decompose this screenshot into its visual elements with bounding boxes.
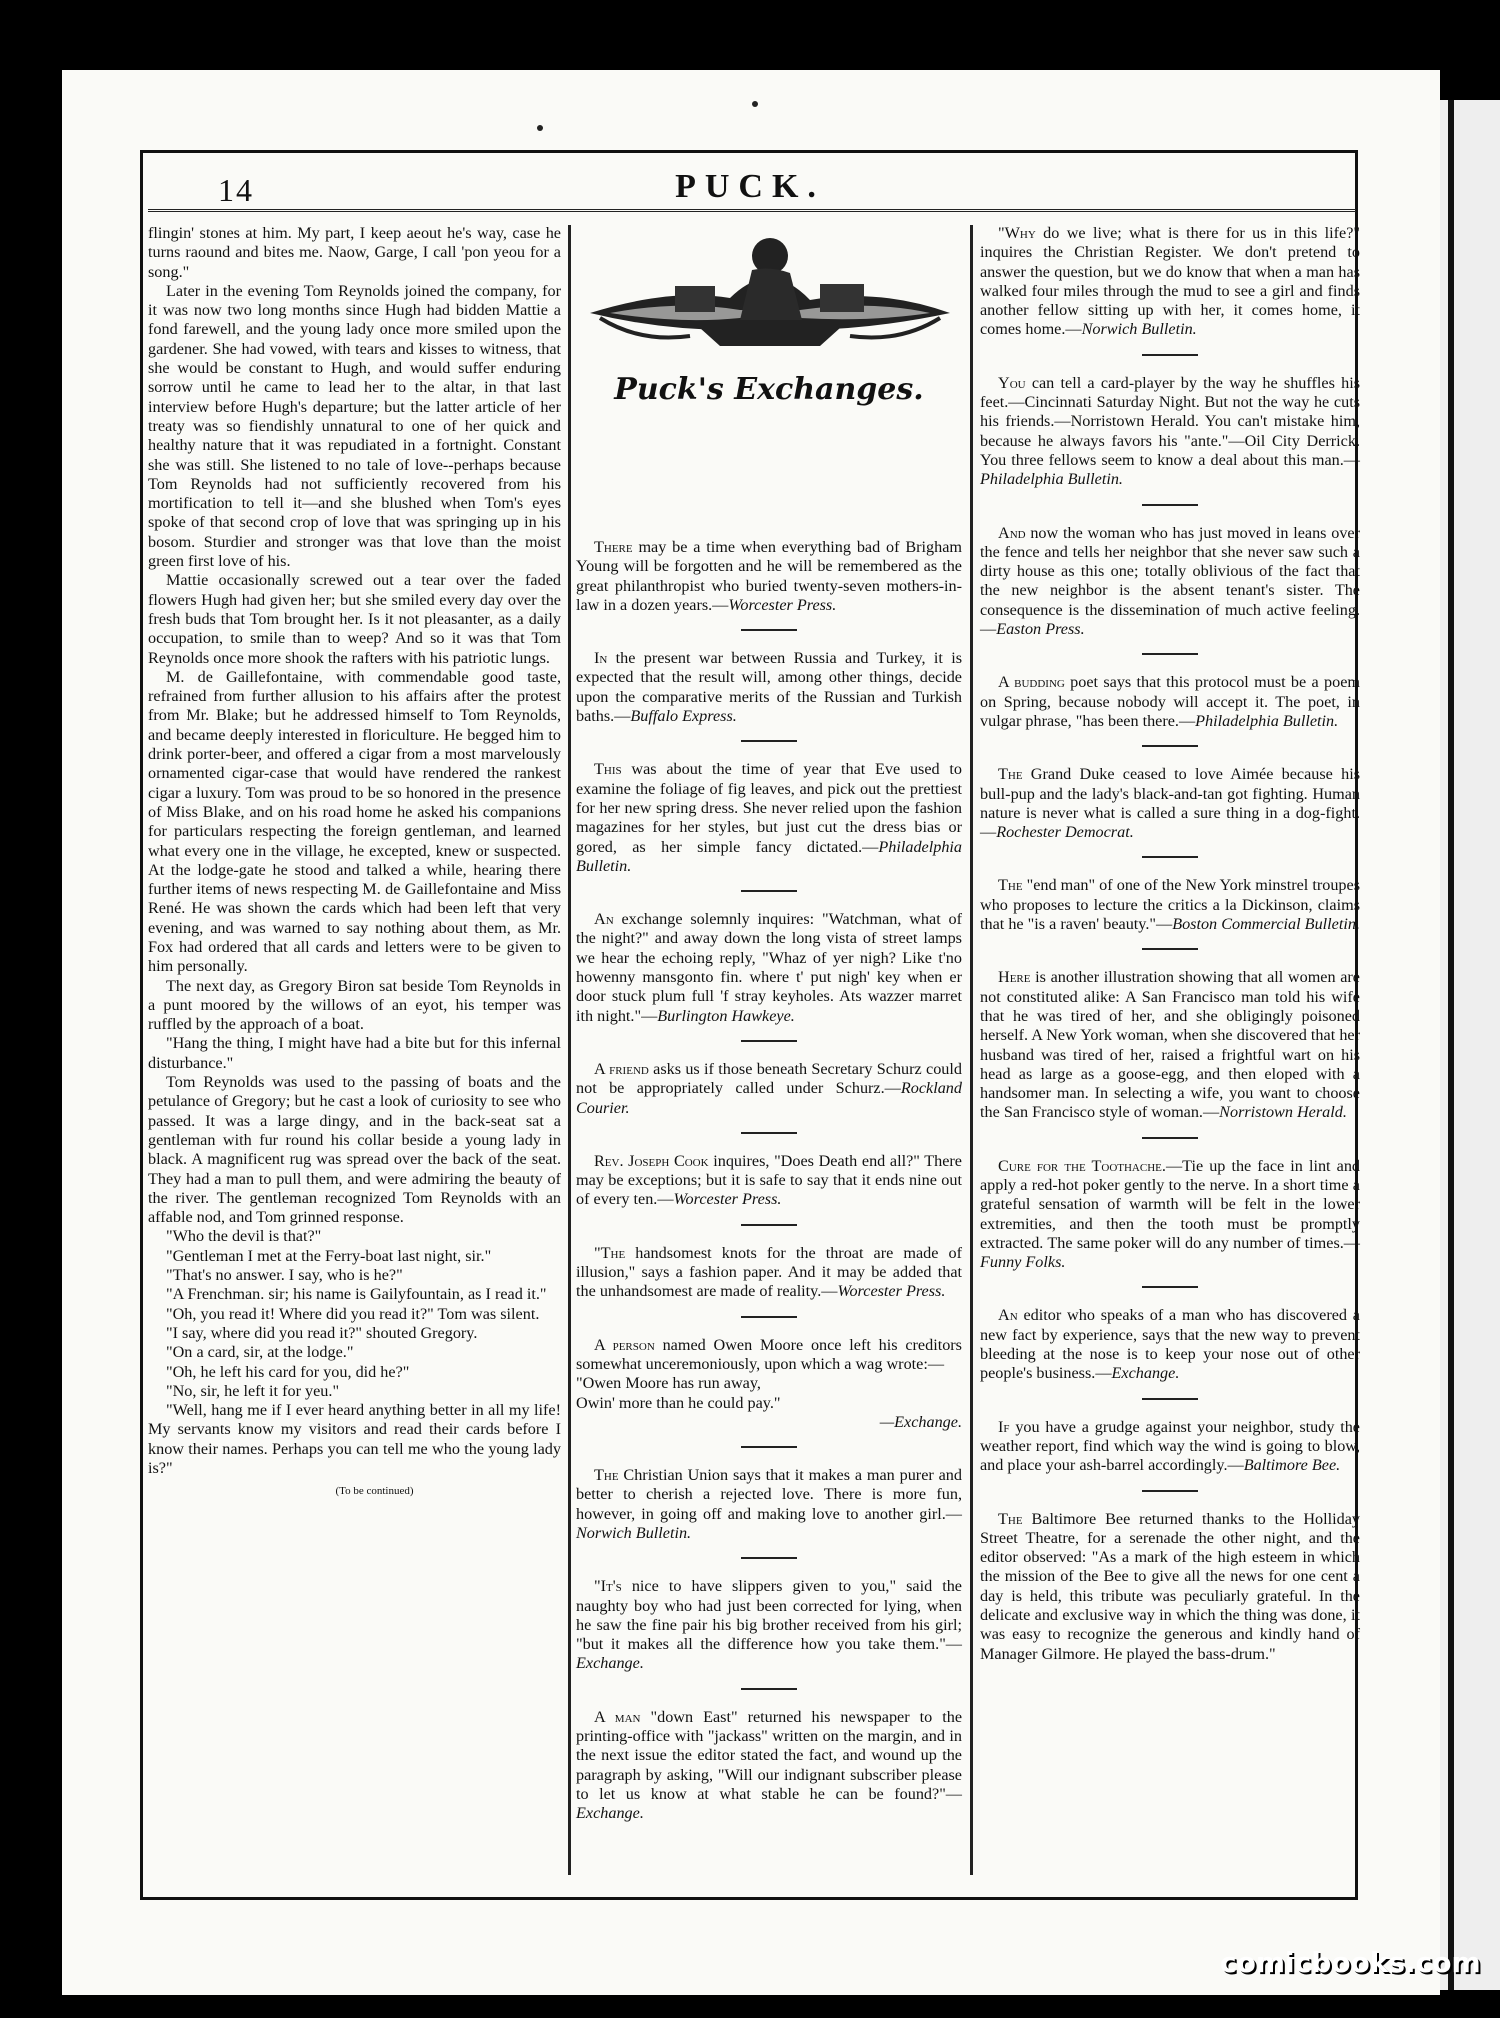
exchange-text (980, 1157, 1360, 1273)
story-paragraph: "On a card, sir, at the lodge." (166, 1343, 354, 1362)
item-separator (1142, 948, 1198, 950)
item-body: asks us if those beneath Secretary Schurz could not be appropriately called under Schurz.— (576, 1059, 962, 1098)
exchange-item (576, 910, 962, 1026)
column-rule (970, 225, 973, 1875)
story-paragraph: "A Frenchman. sir; his name is Gailyfountain, as I read it." (166, 1285, 547, 1304)
item-body: do we live; what is there for us in this life?" inquires the Christian Register. We don't pretend to answer the question, but we do know that when a man has walked four miles through the mud to see a girl and finds another fellow sitting up with her, it comes home, it comes home.— (980, 224, 1360, 339)
column-rule (568, 225, 571, 1875)
item-source: Norristown Herald. (1219, 1103, 1347, 1122)
exchange-item (576, 1152, 962, 1210)
item-body: "down East" returned his newspaper to the printing-office with "jackass" written on the margin, and in the next issue the editor stated the fact, and wound up the paragraph by asking, "Will our indignant subscriber please to let us know at what stable he can be found?"— (576, 1707, 962, 1803)
item-body: was about the time of year that Eve used to examine the foliage of fig leaves, and pick out the prettiest for her new spring dress. She never relied upon the fashion magazines for her styles, but just cut the dress bias or gored, as her simple fancy dictated.— (576, 760, 962, 856)
story-paragraph: "Gentleman I met at the Ferry-boat last night, sir." (166, 1246, 492, 1265)
exchange-item (576, 538, 962, 615)
item-lead: A person (594, 1335, 655, 1354)
exchange-item (576, 1577, 962, 1673)
item-lead: "Why (998, 224, 1036, 242)
story-paragraph: Later in the evening Tom Reynolds joined the company, for it was now two long months since Hugh had bidden Mattie a fond farewell, and the young lady once more smiled upon the gardener. She had vowed, with tears and kisses to witness, that she would be constant to Hugh, and would suffer enduring sorrow until he came to lead her to the altar, in that last interview before Hugh's departure; but the latter article of her treaty was so fiendishly unnatural to one of her quick and healthy nature that it was repudiated in a fortnight. Constant she was still. She listened to no tale of love--perhaps because Tom Reynolds had not sufficiently recovered from his mortification to tell it—and she blushed when Tom's eyes spoke of that second crop of love that was springing up in his bosom. Sturdier and stronger was that love than the moist green first love of his. (148, 281, 561, 571)
item-separator (1142, 1286, 1198, 1288)
exchange-item (980, 374, 1360, 490)
exchange-item (980, 673, 1360, 731)
item-source: Worcester Press. (673, 1190, 782, 1209)
item-lead: A man (594, 1707, 641, 1726)
exchange-text (980, 1418, 1360, 1476)
exchange-text (980, 968, 1360, 1122)
item-body: Christian Union says that it makes a man purer and better to cherish a rejected love. There is more fun, however, in going off and making love to another girl.— (576, 1466, 962, 1523)
item-source: Philadelphia Bulletin. (576, 837, 962, 875)
story-paragraph: "That's no answer. I say, who is he?" (166, 1266, 403, 1285)
exchange-text (980, 876, 1360, 934)
item-source: Worcester Press. (837, 1282, 946, 1301)
item-lead: A friend (594, 1059, 649, 1078)
item-source: Exchange. (576, 1804, 644, 1823)
ink-speck (752, 101, 758, 107)
exchange-text (576, 910, 962, 1026)
item-separator (741, 1224, 797, 1226)
exchange-item (980, 1157, 1360, 1273)
exchange-text (576, 1244, 962, 1302)
watermark: comicbooks.com (1220, 1946, 1481, 1979)
item-separator (741, 1446, 797, 1448)
exchange-item (980, 1510, 1360, 1664)
item-source: Boston Commercial Bulletin. (1172, 915, 1360, 934)
item-body: is another illustration showing that all women are not constituted alike: A San Francisco man told his wife that he was tired of her, and she obligingly poisoned herself. A New York woman, when she discovered that her husband was tired of her, raised a frightful wart on his head as large as a goose-egg, and then eloped with a handsomer man. In selecting a wife, you want to choose the San Francisco style of woman.— (980, 968, 1360, 1122)
exchange-text (576, 1466, 962, 1543)
item-source: Exchange. (1111, 1364, 1180, 1383)
item-lead: An (594, 910, 614, 929)
item-separator (741, 1557, 797, 1559)
item-lead: The (594, 1466, 619, 1485)
item-source: Philadelphia Bulletin. (1195, 711, 1339, 730)
story-paragraph: "Oh, you read it! Where did you read it?" Tom was silent. (166, 1304, 540, 1323)
item-separator (1142, 504, 1198, 506)
item-source: Buffalo Express. (630, 707, 737, 726)
item-body: Baltimore Bee returned thanks to the Holliday Street Theatre, for a serenade the other night, and the editor observed: "As a mark of the high esteem in which the mission of the Bee to give all the news for one cent a day is held, this tribute was peculiarly grateful. In the delicate and exclusive way in which the thing was done, it was easy to recognize the generous and kindly hand of Manager Gilmore. He played the bass-drum." (980, 1509, 1360, 1663)
verse-line: Owin' more than he could pay." (576, 1393, 781, 1412)
page-header (150, 168, 1350, 208)
item-body: named Owen Moore once left his creditors somewhat unceremoniously, upon which a wag wrote:— (576, 1335, 962, 1373)
exchanges-vignette-illustration (580, 218, 958, 368)
exchange-item (576, 1708, 962, 1824)
exchange-item (980, 1418, 1360, 1476)
item-separator (741, 890, 797, 892)
item-body: inquires, "Does Death end all?" There may be exceptions; but it is safe to say that it ends nine out of every ten.— (576, 1151, 962, 1209)
item-source: Norwich Bulletin. (1081, 320, 1197, 339)
item-separator (741, 1316, 797, 1318)
item-lead: Cure for the Toothache. (998, 1156, 1166, 1175)
exchange-text (980, 374, 1360, 490)
item-source: —Exchange. (879, 1412, 962, 1431)
item-body: nice to have slippers given to you," said the naughty boy who had just been corrected for lying, when he saw the fine pair his big brother received from his girl; "but it makes all the difference how you take them."— (576, 1577, 962, 1654)
item-lead: An (998, 1306, 1018, 1325)
story-paragraph: flingin' stones at him. My part, I keep aeout he's way, case he turns raound and bites me. Naow, Garge, I call 'pon yeou for a song." (148, 224, 561, 281)
item-lead: The (998, 765, 1023, 784)
item-lead: And (998, 523, 1026, 542)
item-lead: Here (998, 968, 1031, 987)
page-number: 14 (218, 172, 254, 208)
exchange-item (980, 876, 1360, 934)
to-be-continued: (To be continued) (335, 1485, 414, 1498)
exchange-text (576, 760, 962, 876)
story-paragraph: Tom Reynolds was used to the passing of boats and the petulance of Gregory; but he cast a look of curiosity to see who passed. It was a large dingy, and in the back-seat sat a gentleman with fur round his collar beside a young lady in black. A magnificent rug was spread over the back of the seat. They had a man to pull them, and were admiring the beauty of the river. The gentleman recognized Tom Reynolds with an affable nod, and Tom grinned response. (148, 1073, 561, 1227)
item-source: Baltimore Bee. (1243, 1456, 1341, 1475)
exchanges-column-left (576, 538, 962, 1832)
exchange-text (576, 1060, 962, 1118)
item-body: you have a grudge against your neighbor, study the weather report, find which way the wind is going to blow, and place your ash-barrel accordingly.— (980, 1417, 1360, 1475)
item-lead: "The (594, 1243, 626, 1262)
item-separator (1142, 856, 1198, 858)
item-separator (741, 1132, 797, 1134)
item-source: Funny Folks. (980, 1253, 1066, 1272)
item-lead: The (998, 1509, 1023, 1528)
item-body: can tell a card-player by the way he shuffles his feet.—Cincinnati Saturday Night. But not the way he cuts his friends.—Norristown Herald. You can't mistake him, because he always favors his "ante."—Oil City Derrick. You three fellows seem to know a deal about this man.— (980, 373, 1360, 469)
exchange-text (980, 765, 1360, 842)
exchange-item (980, 524, 1360, 640)
exchange-item (980, 968, 1360, 1122)
exchange-text (576, 1336, 962, 1375)
item-body: the present war between Russia and Turkey, it is expected that the result will, among other things, decide upon the comparative merits of the Russian and Turkish baths.— (576, 649, 962, 726)
item-separator (1142, 1137, 1198, 1139)
item-lead: You (998, 373, 1026, 392)
story-paragraph: "Hang the thing, I might have had a bite but for this infernal disturbance." (148, 1034, 561, 1072)
item-body: poet says that this protocol must be a poem on Spring, because nobody will accept it. The poet, in vulgar phrase, "has been there.— (980, 673, 1361, 730)
masthead: PUCK. (675, 168, 825, 205)
item-body: now the woman who has just moved in leans over the fence and tells her neighbor that she never saw such a dirty house as this one; totally oblivious of the fact that the new neighbor is the absent tenant's sister. The consequence is the dissemination of much active feeling.— (980, 523, 1360, 639)
item-body: "end man" of one of the New York minstrel troupes who proposes to lecture the critics a la Dickinson, claims that he "is a raven' beauty."— (980, 876, 1360, 934)
exchange-item (576, 1466, 962, 1543)
item-source: Rockland Courier. (576, 1079, 962, 1117)
item-lead: A budding (998, 673, 1065, 692)
item-body: Grand Duke ceased to love Aimée because his bull-pup and the lady's black-and-tan got fighting. Human nature is never what is called a sure thing in a dog-fight.— (980, 765, 1360, 842)
ink-speck (537, 125, 543, 131)
story-column (148, 224, 561, 1502)
item-lead: "It's (594, 1577, 622, 1596)
item-source: Philadelphia Bulletin. (980, 470, 1123, 489)
exchange-item (980, 765, 1360, 842)
item-body: may be a time when everything bad of Brigham Young will be forgotten and he will be remembered as the great philanthropist who buried twenty-seven mothers-in-law in a dozen years.— (576, 538, 962, 614)
item-source: Worcester Press. (728, 595, 837, 614)
exchanges-column-right (980, 224, 1360, 1672)
item-lead: Rev. Joseph Cook (594, 1151, 709, 1170)
item-lead: In (594, 649, 608, 668)
item-separator (1142, 653, 1198, 655)
item-lead: The (998, 876, 1023, 895)
story-paragraph: "Who the devil is that?" (166, 1227, 322, 1246)
story-paragraph: Mattie occasionally screwed out a tear over the faded flowers Hugh had given her; but she smiled every day over the fresh buds that Tom brought her. Is it not pleasanter, as a daily occupation, to smile than to weep? And so it was that Tom Reynolds once more shook the rafters with his patriotic lungs. (148, 571, 561, 667)
item-body: handsomest knots for the throat are made of illusion," says a fashion paper. And it may be added that the unhandsomest are made of reality.— (576, 1243, 962, 1301)
exchange-text (576, 1152, 962, 1210)
exchange-item (576, 1060, 962, 1118)
department-title: Puck's Exchanges. (614, 372, 924, 407)
item-separator (1142, 1490, 1198, 1492)
story-paragraph: "I say, where did you read it?" shouted Gregory. (166, 1323, 478, 1342)
item-source: Burlington Hawkeye. (657, 1006, 795, 1025)
item-separator (1142, 745, 1198, 747)
item-separator (741, 1688, 797, 1690)
exchange-text (980, 1306, 1360, 1383)
item-separator (741, 740, 797, 742)
item-source: Rochester Democrat. (996, 823, 1134, 842)
item-source: Exchange. (576, 1654, 644, 1673)
exchange-text (980, 224, 1360, 340)
item-lead: This (594, 760, 622, 779)
item-lead: There (594, 538, 633, 556)
exchange-text (576, 538, 962, 615)
exchange-item (576, 1244, 962, 1302)
story-paragraph: The next day, as Gregory Biron sat beside Tom Reynolds in a punt moored by the willows of an eyot, his temper was ruffled by the approach of a boat. (148, 976, 561, 1034)
exchange-text (980, 524, 1360, 640)
exchange-item (576, 1336, 962, 1432)
exchange-item (980, 1306, 1360, 1383)
story-paragraph: "Oh, he left his card for you, did he?" (166, 1362, 410, 1381)
item-source: Norwich Bulletin. (576, 1523, 692, 1542)
exchange-text (576, 649, 962, 726)
item-separator (1142, 354, 1198, 356)
item-body: editor who speaks of a man who has discovered a new fact by experience, says that the new way to prevent bleeding at the nose is to keep your nose out of other people's business.— (980, 1306, 1360, 1383)
exchange-text (980, 1510, 1360, 1664)
header-rule (148, 209, 1356, 212)
item-separator (741, 629, 797, 631)
story-paragraph: "No, sir, he left it for yeu." (166, 1381, 340, 1400)
exchange-item (576, 649, 962, 726)
item-body: —Tie up the face in lint and apply a red-hot poker gently to the nerve. In a short time a grateful sensation of warmth will be felt in the lower extremities, and then the tooth must be promptly extracted. The same poker will do any number of times.— (980, 1156, 1361, 1252)
exchange-item (980, 224, 1360, 340)
next-page-edge (1440, 100, 1500, 1990)
item-separator (1142, 1398, 1198, 1400)
exchange-text (576, 1708, 962, 1824)
item-source: Easton Press. (996, 620, 1085, 639)
exchange-text (576, 1577, 962, 1673)
exchange-text (980, 673, 1360, 731)
exchange-item (576, 760, 962, 876)
story-paragraph: M. de Gaillefontaine, with commendable good taste, refrained from further allusion to his affairs after the protest from Mr. Blake; but he addressed himself to Tom Reynolds, and became deeply interested in floriculture. He begged him to drink porter-beer, and offered a cigar from a most marvelously ornamented cigar-case that would have rendered the rankest cigar a luxury. Tom was proud to be so honored in the presence of Miss Blake, and on his road home he asked his companions for particulars respecting the foreign gentleman, and learned what every one in the village, he excepted, knew or suspected. At the lodge-gate he stood and talked a while, hearing there further items of news respecting M. de Gaillefontaine and Miss René. He was shown the cards which had been left that very evening, and was warned to say nothing about them, as Mr. Fox had ordered that all cards and letters were to be given to him personally. (148, 667, 561, 976)
item-separator (741, 1040, 797, 1042)
story-paragraph: "Well, hang me if I ever heard anything better in all my life! My servants know my visitors and read their cards before I know their names. Perhaps you can tell me who the young lady is?" (148, 1401, 561, 1477)
item-lead: If (998, 1417, 1010, 1436)
item-body: exchange solemnly inquires: "Watchman, what of the night?" and away down the long vista of street lamps we hear the echoing reply, "Whaz of yer nigh? Like t'no howenny mansgonto fin. where t' put nigh' key when er door stuck plum full 'f stray keyholes. Ats wazzer marret ith night."— (576, 910, 962, 1025)
verse-line: "Owen Moore has run away, (576, 1374, 761, 1393)
